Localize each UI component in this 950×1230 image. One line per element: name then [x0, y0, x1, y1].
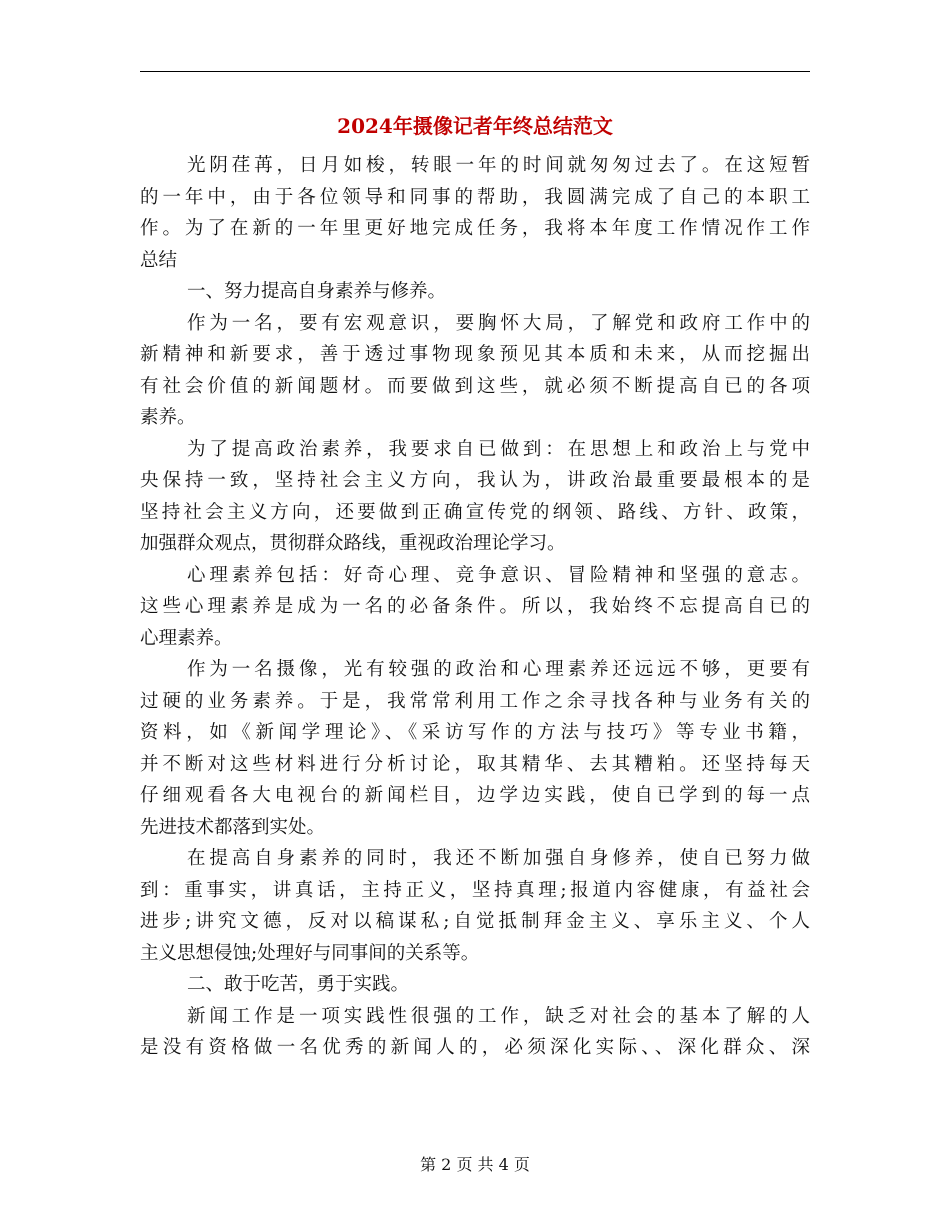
- body-line: 加强群众观点，贯彻群众路线，重视政治理论学习。: [140, 533, 566, 554]
- body-line: 这些心理素养是成为一名的必备条件。所以，我始终不忘提高自已的: [140, 596, 810, 617]
- body-line: 心理素养包括：好奇心理、竞争意识、冒险精神和坚强的意志。: [187, 564, 810, 586]
- body-line: 在提高自身素养的同时，我还不断加强自身修养，使自已努力做: [187, 848, 810, 869]
- body-line: 央保持一致，坚持社会主义方向，我认为，讲政治最重要最根本的是: [140, 470, 810, 491]
- body-line: 作为一名，要有宏观意识，要胸怀大局，了解党和政府工作中的: [187, 312, 810, 334]
- section-heading: 二、敢于吃苦，勇于实践。: [187, 974, 410, 995]
- body-line: 过硬的业务素养。于是，我常常利用工作之余寻找各种与业务有关的: [140, 690, 810, 712]
- body-line: 坚持社会主义方向，还要做到正确宣传党的纲领、路线、方针、政策，: [140, 501, 810, 523]
- body-line: 仔细观看各大电视台的新闻栏目，边学边实践，使自已学到的每一点: [140, 785, 810, 806]
- document-body: [140, 150, 810, 1064]
- document-title: 2024年摄像记者年终总结范文: [337, 114, 613, 138]
- body-line: 主义思想侵蚀;处理好与同事间的关系等。: [140, 942, 480, 964]
- section-heading: 一、努力提高自身素养与修养。: [187, 281, 447, 302]
- body-line: 总结: [140, 249, 178, 271]
- body-line: 并不断对这些材料进行分析讨论，取其精华、去其糟粕。还坚持每天: [140, 753, 810, 775]
- header-rule: [140, 71, 810, 72]
- body-line: 到：重事实，讲真话，主持正义，坚持真理;报道内容健康，有益社会: [140, 879, 810, 901]
- body-line: 新闻工作是一项实践性很强的工作，缺乏对社会的基本了解的人: [187, 1005, 810, 1027]
- body-line: 心理素养。: [140, 627, 233, 649]
- body-line: 作。为了在新的一年里更好地完成任务，我将本年度工作情况作工作: [140, 218, 810, 239]
- body-line: 的一年中，由于各位领导和同事的帮助，我圆满完成了自己的本职工: [140, 186, 810, 208]
- body-line: 为了提高政治素养，我要求自已做到：在思想上和政治上与党中: [187, 438, 810, 460]
- body-line: 有社会价值的新闻题材。而要做到这些，就必须不断提高自已的各项: [140, 375, 810, 397]
- page-footer: 第 2 页 共 4 页: [420, 1155, 530, 1174]
- body-line: 作为一名摄像，光有较强的政治和心理素养还远远不够，更要有: [187, 659, 810, 680]
- body-line: 先进技术都落到实处。: [140, 816, 326, 838]
- body-line: 光阴荏苒，日月如梭，转眼一年的时间就匆匆过去了。在这短暂: [187, 155, 810, 176]
- body-line: 资料，如《新闻学理论》、《采访写作的方法与技巧》等专业书籍，: [140, 722, 810, 743]
- body-line: 新精神和新要求，善于透过事物现象预见其本质和未来，从而挖掘出: [140, 344, 810, 365]
- body-line: 进步;讲究文德，反对以稿谋私;自觉抵制拜金主义、享乐主义、个人: [140, 911, 810, 932]
- body-line: 素养。: [140, 407, 196, 428]
- body-line: 是没有资格做一名优秀的新闻人的，必须深化实际、、深化群众、深: [140, 1037, 810, 1058]
